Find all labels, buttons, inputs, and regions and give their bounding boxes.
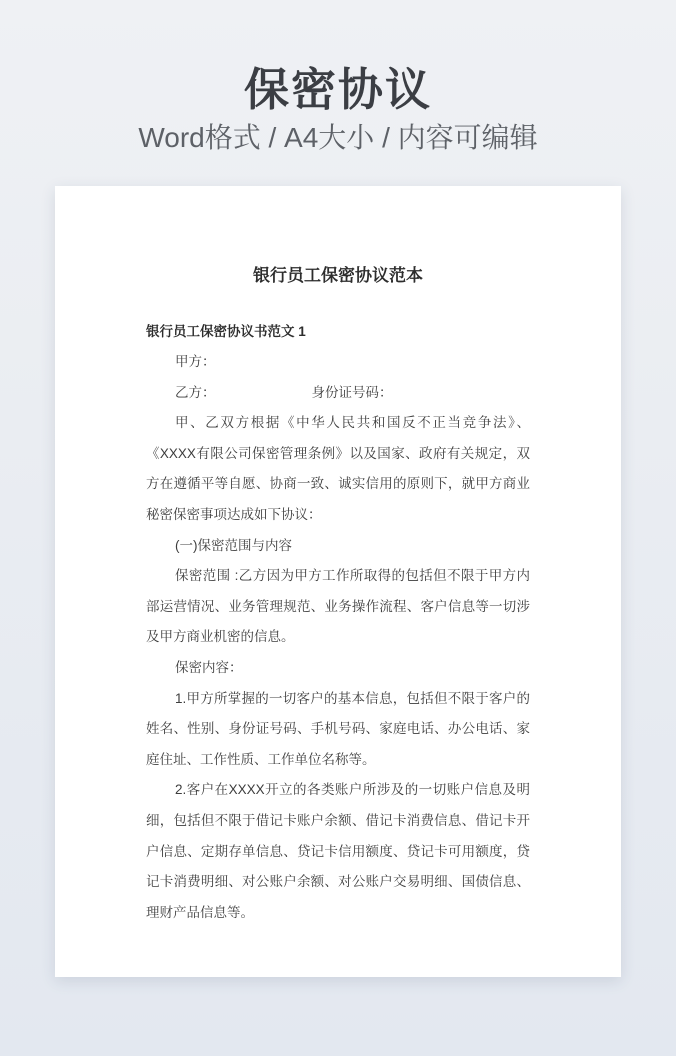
paragraph-section-heading: (一)保密范围与内容 <box>175 537 292 553</box>
paragraph-scope: 保密范围 :乙方因为甲方工作所取得的包括但不限于甲方内部运营情况、业务管理规范、业务操作流程、客户信息等一切涉及甲方商业机密的信息。 <box>146 568 530 645</box>
doc-title: 银行员工保密协议范本 <box>253 266 423 285</box>
party-a-line <box>146 347 530 378</box>
paragraph-content-label: 保密内容： <box>175 659 243 675</box>
paragraph-item-1: 1.甲方所掌握的一切客户的基本信息，包括但不限于客户的姓名、性别、身份证号码、手机号码、家庭电话、办公电话、家庭住址、工作性质、工作单位名称等。 <box>146 690 530 767</box>
party-a-label: 甲方： <box>175 354 216 369</box>
page-subtitle: Word格式 / A4大小 / 内容可编辑 <box>138 122 538 153</box>
paragraph-intro: 甲、乙双方根据《中华人民共和国反不正当竞争法》、《XXXX有限公司保密管理条例》以及国家、政府有关规定，双方在遵循平等自愿、协商一致、诚实信用的原则下，就甲方商业秘密保密事项达成如下协议： <box>146 415 530 522</box>
id-number-label: 身份证号码： <box>311 384 393 400</box>
party-b-line <box>146 378 530 409</box>
document-page <box>55 186 621 977</box>
doc-heading: 银行员工保密协议书范文 1 <box>146 324 306 339</box>
paragraph-item-2: 2.客户在XXXX开立的各类账户所涉及的一切账户信息及明细，包括但不限于借记卡账户余额、借记卡消费信息、借记卡开户信息、定期存单信息、贷记卡信用额度、贷记卡可用额度，贷记卡消费明细、对公账户余额、对公账户交易明细、国债信息、理财产品信息等。 <box>146 782 530 920</box>
party-b-label: 乙方： <box>175 384 216 400</box>
template-header <box>0 0 676 153</box>
page-title: 保密协议 <box>243 64 432 115</box>
